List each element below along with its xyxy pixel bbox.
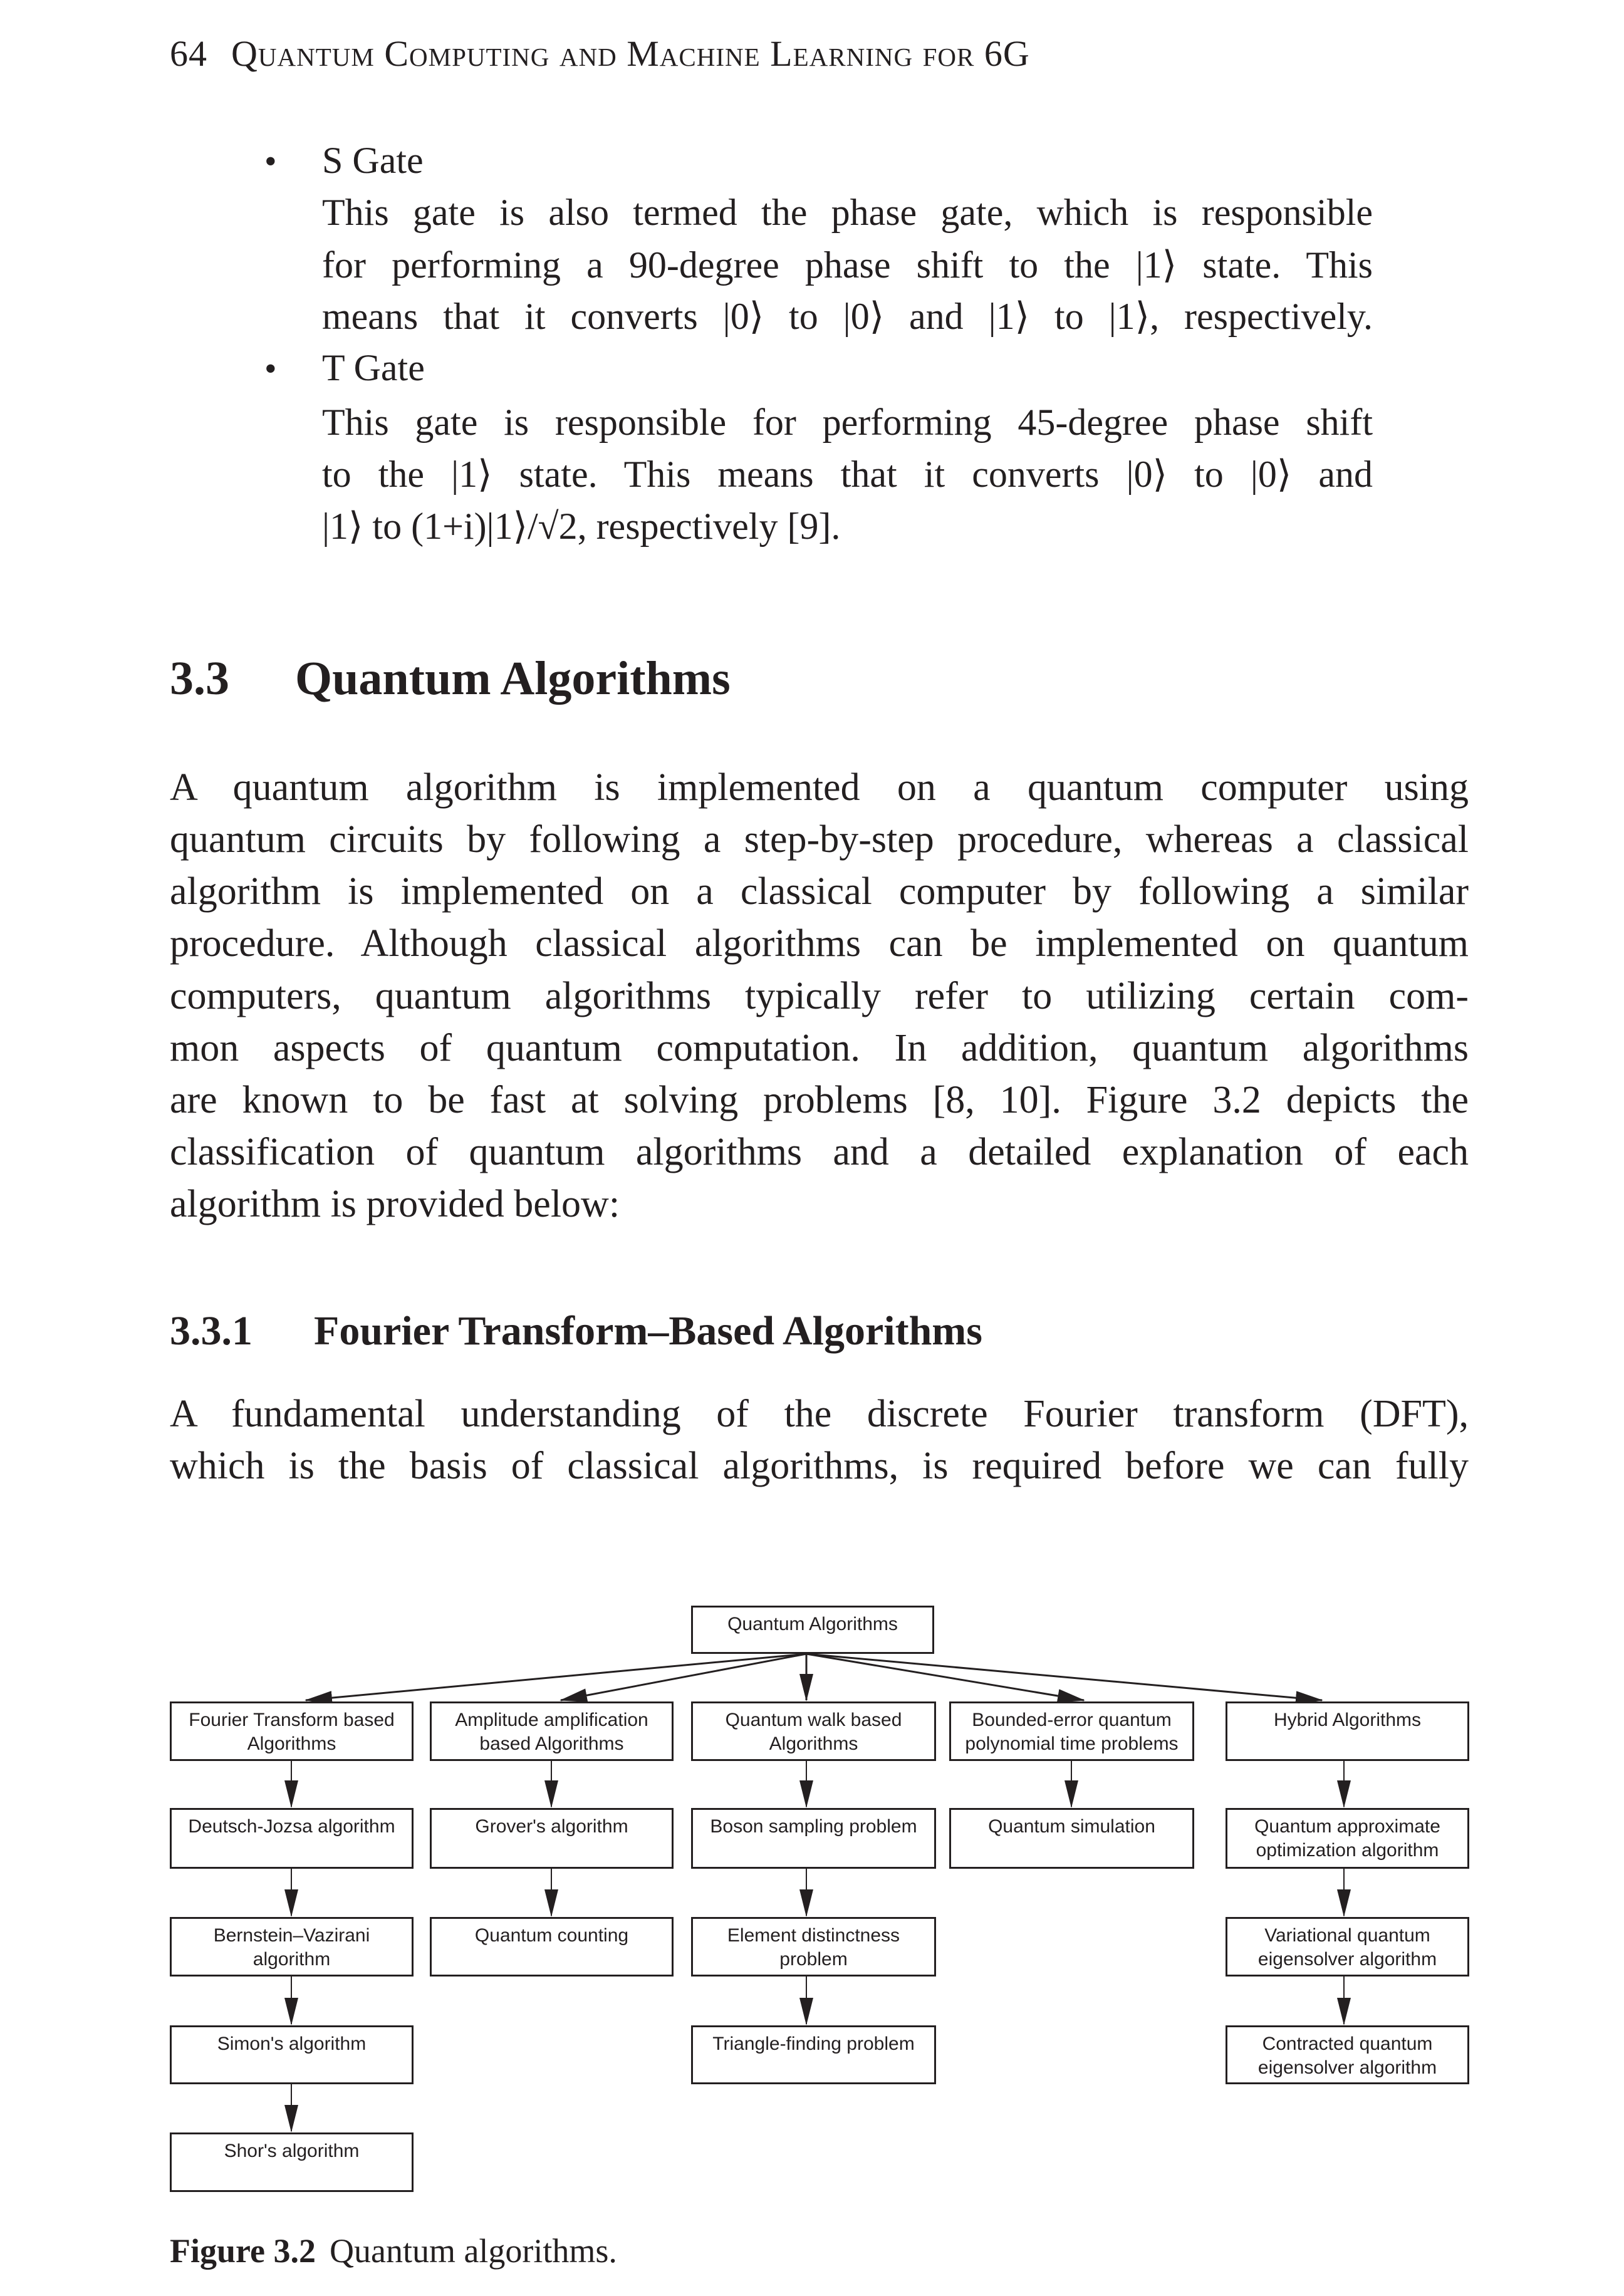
figure-label: Figure 3.2 — [170, 2232, 316, 2270]
algorithm-node — [430, 1917, 674, 1977]
category-node-bqp — [949, 1701, 1194, 1761]
paragraph-line: are known to be fast at solving problems [8, 10]. Figure 3.2 depicts the — [170, 1079, 1469, 1121]
bullet-text-line: to the |1⟩ state. This means that it converts |0⟩ to |0⟩ and — [322, 454, 1373, 495]
node-label: Bounded-error quantum — [972, 1710, 1172, 1730]
node-label: based Algorithms — [479, 1733, 624, 1754]
node-label: Deutsch-Jozsa algorithm — [188, 1816, 395, 1837]
node-label: optimization algorithm — [1256, 1840, 1439, 1861]
node-label: Quantum approximate — [1254, 1816, 1440, 1837]
paragraph-line: algorithm is provided below: — [170, 1183, 620, 1225]
paragraph-line: procedure. Although classical algorithms can be implemented on quantum — [170, 922, 1469, 965]
algorithm-node — [691, 1917, 936, 1977]
node-label: Variational quantum — [1264, 1925, 1430, 1946]
bullet-icon: • — [264, 142, 277, 181]
bullet-text-line: for performing a 90-degree phase shift to the |1⟩ state. This — [322, 244, 1373, 286]
algorithm-node — [170, 1917, 414, 1977]
node-label: Shor's algorithm — [224, 2141, 360, 2161]
bullet-title-s-gate: S Gate — [322, 140, 424, 181]
node-label: Hybrid Algorithms — [1273, 1710, 1422, 1730]
bullet-text-line: This gate is also termed the phase gate, which is responsible — [322, 192, 1373, 233]
category-node-fourier — [170, 1701, 414, 1761]
category-node-hybrid — [1226, 1701, 1469, 1761]
node-label: Quantum walk based — [725, 1710, 902, 1730]
node-label: Quantum counting — [474, 1925, 629, 1946]
subsection-title: Fourier Transform–Based Algorithms — [314, 1308, 982, 1354]
paragraph-line: mon aspects of quantum computation. In addition, quantum algorithms — [170, 1027, 1469, 1069]
algorithm-node — [1226, 2025, 1469, 2084]
node-label: Quantum simulation — [988, 1816, 1155, 1837]
node-label: eigensolver algorithm — [1257, 1949, 1437, 1970]
node-label: eigensolver algorithm — [1257, 2057, 1437, 2078]
node-label: Triangle-finding problem — [712, 2034, 915, 2054]
section-number: 3.3 — [170, 652, 229, 705]
algorithm-node — [1226, 1808, 1469, 1869]
bullet-text-line: |1⟩ to (1+i)|1⟩/√2, respectively [9]. — [322, 506, 841, 547]
node-label: Grover's algorithm — [475, 1816, 628, 1837]
node-label: Amplitude amplification — [455, 1710, 648, 1730]
node-label: Fourier Transform based — [189, 1710, 395, 1730]
bullet-title-t-gate: T Gate — [322, 347, 425, 388]
paragraph-line: classification of quantum algorithms and a detailed explanation of each — [170, 1131, 1469, 1173]
figure-caption — [170, 2231, 617, 2270]
node-label: problem — [779, 1949, 848, 1970]
category-node-quantum-walk — [691, 1701, 936, 1761]
bullet-text-line: This gate is responsible for performing 45-degree phase shift — [322, 402, 1373, 443]
algorithm-node — [691, 1808, 936, 1869]
bullet-text-line: means that it converts |0⟩ to |0⟩ and |1⟩ to |1⟩, respectively. — [322, 296, 1373, 337]
node-label: Boson sampling problem — [710, 1816, 917, 1837]
node-label: Quantum Algorithms — [727, 1614, 898, 1634]
algorithm-node — [949, 1808, 1194, 1869]
paragraph-line: algorithm is implemented on a classical computer by following a similar — [170, 870, 1469, 913]
algorithm-node — [691, 2025, 936, 2084]
page-number: 64 — [170, 33, 207, 74]
algorithm-node — [1226, 1917, 1469, 1977]
node-label: Algorithms — [247, 1733, 336, 1754]
node-label: algorithm — [252, 1949, 331, 1970]
subsection-number: 3.3.1 — [170, 1308, 252, 1354]
node-label: Contracted quantum — [1262, 2034, 1433, 2054]
paragraph-line: which is the basis of classical algorithms, is required before we can fully — [170, 1445, 1469, 1487]
algorithm-node — [430, 1808, 674, 1869]
diagram-root-node — [691, 1606, 934, 1654]
algorithm-node — [170, 2132, 414, 2192]
algorithm-node — [170, 2025, 414, 2084]
paragraph-line: A fundamental understanding of the discrete Fourier transform (DFT), — [170, 1393, 1469, 1435]
node-label: Element distinctness — [727, 1925, 900, 1946]
bullet-icon: • — [264, 350, 277, 388]
node-label: Bernstein–Vazirani — [213, 1925, 370, 1946]
paragraph-line: computers, quantum algorithms typically refer to utilizing certain com- — [170, 975, 1469, 1017]
paragraph-line: quantum circuits by following a step-by-step procedure, whereas a classical — [170, 818, 1469, 861]
section-title: Quantum Algorithms — [295, 652, 731, 705]
algorithm-node — [170, 1808, 414, 1869]
node-label: Algorithms — [769, 1733, 858, 1754]
book-title: Quantum Computing and Machine Learning for 6G — [231, 33, 1030, 74]
figure-caption-text: Quantum algorithms. — [329, 2232, 617, 2270]
node-label: Simon's algorithm — [217, 2034, 367, 2054]
node-label: polynomial time problems — [965, 1733, 1179, 1754]
category-node-amplitude — [430, 1701, 674, 1761]
paragraph-line: A quantum algorithm is implemented on a quantum computer using — [170, 766, 1469, 809]
